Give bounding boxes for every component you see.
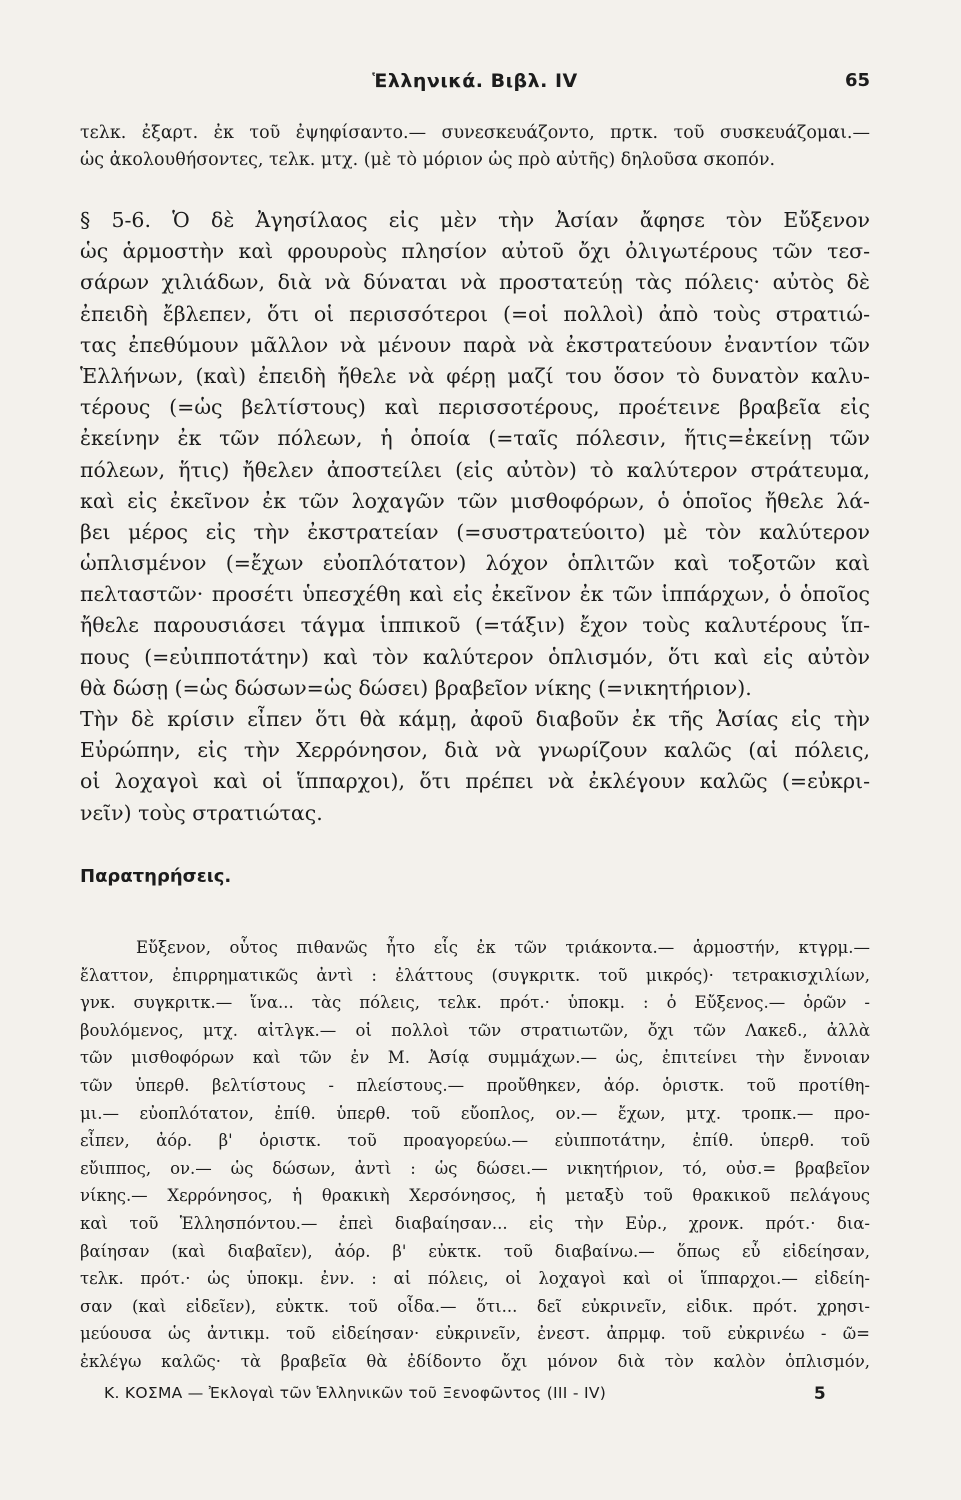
note-line: τῶν μισθοφόρων καὶ τῶν ἐν Μ. Ἀσίᾳ συμμάχων.— ὡς, ἐπιτείνει τὴν ἔννοιαν <box>80 1048 870 1068</box>
text-line: πους (=εὐιπποτάτην) καὶ τὸν καλύτερον ὁπλισμόν, ὅτι καὶ εἰς αὐτὸν <box>80 644 870 669</box>
page-number: 65 <box>844 70 870 91</box>
text-line: σάρων χιλιάδων, διὰ νὰ δύναται νὰ προστατεύῃ τὰς πόλεις· αὐτὸς δὲ <box>80 270 870 295</box>
note-line: βαίησαν (καὶ διαβαῖεν), ἀόρ. β' εὐκτκ. τοῦ διαβαίνω.— ὅπως εὖ εἰδείησαν, <box>80 1241 870 1261</box>
notes-section <box>80 934 870 1376</box>
note-line: μεύουσα ὡς ἀντικμ. τοῦ εἰδείησαν· εὐκρινεῖν, ἐνεστ. ἀπρμφ. τοῦ εὐκρινέω - ῶ= <box>80 1324 870 1344</box>
note-line: Εὔξενον, οὗτος πιθανῶς ἦτο εἷς ἐκ τῶν τριάκοντα.— ἁρμοστήν, κτγρμ.— <box>136 938 870 957</box>
footer-credit: Κ. ΚΟΣΜΑ — Ἐκλογαὶ τῶν Ἑλληνικῶν τοῦ Ξενοφῶντος (ΙΙΙ - IV) <box>104 1384 607 1402</box>
note-line: τῶν ὑπερθ. βελτίστους - πλείστους.— προὔθηκεν, ἀόρ. ὁριστκ. τοῦ προτίθη- <box>80 1075 870 1095</box>
signature-mark: 5 <box>813 1384 826 1404</box>
note-line: εὔιππος, ον.— ὡς δώσων, ἀντὶ : ὡς δώσει.— νικητήριον, τό, οὐσ.= βραβεῖον <box>80 1158 870 1178</box>
note-line: βουλόμενος, μτχ. αἰτλγκ.— οἱ πολλοὶ τῶν στρατιωτῶν, ὄχι τῶν Λακεδ., ἀλλὰ <box>80 1020 870 1040</box>
text-line: Τὴν δὲ κρίσιν εἶπεν ὅτι θὰ κάμῃ, ἀφοῦ διαβοῦν ἐκ τῆς Ἀσίας εἰς τὴν <box>80 707 870 731</box>
text-line: ἤθελε παρουσιάσει τάγμα ἱππικοῦ (=τάξιν) ἔχον τοὺς καλυτέρους ἵπ- <box>80 613 870 638</box>
note-line: εἶπεν, ἀόρ. β' ὁριστκ. τοῦ προαγορεύω.— εὐιπποτάτην, ἐπίθ. ὑπερθ. τοῦ <box>80 1131 870 1151</box>
note-line: νίκης.— Χερρόνησος, ἡ θρακικὴ Χερσόνησος, ἡ μεταξὺ τοῦ θρακικοῦ πελάγους <box>80 1186 870 1206</box>
text-line: Εὐρώπην, εἰς τὴν Χερρόνησον, διὰ νὰ γνωρίζουν καλῶς (αἱ πόλεις, <box>80 738 870 763</box>
note-line: τελκ. πρότ.· ὡς ὑποκμ. ἐνν. : αἱ πόλεις, οἱ λοχαγοὶ καὶ οἱ ἵππαρχοι.— εἰδείη- <box>80 1269 870 1289</box>
text-line: τέρους (=ὡς βελτίστους) καὶ περισσοτέρους, προέτεινε βραβεῖα εἰς <box>80 395 870 420</box>
intro-paragraph <box>80 120 870 174</box>
text-line: τελκ. ἐξαρτ. ἐκ τοῦ ἐψηφίσαντο.— συνεσκευάζοντο, πρτκ. τοῦ συσκευάζομαι.— <box>80 123 870 143</box>
running-title: Ἑλληνικά. Βιβλ. IV <box>372 70 578 92</box>
main-translation <box>80 205 870 829</box>
text-line: ὡπλισμένον (=ἔχων εὐοπλότατον) λόχον ὁπλιτῶν καὶ τοξοτῶν καὶ <box>80 551 870 576</box>
text-line: βει μέρος εἰς τὴν ἐκστρατείαν (=συστρατεύοιτο) μὲ τὸν καλύτερον <box>80 519 870 544</box>
text-line: οἱ λοχαγοὶ καὶ οἱ ἵππαρχοι), ὅτι πρέπει νὰ ἐκλέγουν καλῶς (=εὐκρι- <box>80 769 870 794</box>
text-line: ἐπειδὴ ἔβλεπεν, ὅτι οἱ περισσότεροι (=οἱ πολλοὶ) ἀπὸ τοὺς στρατιώ- <box>80 301 870 326</box>
text-line: πελταστῶν· προσέτι ὑπεσχέθη καὶ εἰς ἐκεῖνον ἐκ τῶν ἱππάρχων, ὁ ὁποῖος <box>80 582 870 607</box>
text-line: τας ἐπεθύμουν μᾶλλον νὰ μένουν παρὰ νὰ ἐκστρατεύουν ἐναντίον τῶν <box>80 332 870 357</box>
text-line: νεῖν) τοὺς στρατιώτας. <box>80 800 323 825</box>
note-line: ἐκλέγω καλῶς· τὰ βραβεῖα θὰ ἐδίδοντο ὄχι μόνον διὰ τὸν καλὸν ὁπλισμόν, <box>80 1351 870 1371</box>
text-line: Ἑλλήνων, (καὶ) ἐπειδὴ ἤθελε νὰ φέρῃ μαζί του ὅσον τὸ δυνατὸν καλυ- <box>80 363 870 388</box>
text-line: πόλεων, ἥτις) ἤθελεν ἀποστείλει (εἰς αὐτὸν) τὸ καλύτερον στράτευμα, <box>80 457 870 482</box>
page-footer <box>80 1384 870 1412</box>
text-line: ὡς ἁρμοστὴν καὶ φρουροὺς πλησίον αὐτοῦ ὄχι ὀλιγωτέρους τῶν τεσ- <box>80 239 870 264</box>
page-header <box>80 70 870 100</box>
text-line: ὡς ἀκολουθήσοντες, τελκ. μτχ. (μὲ τὸ μόριον ὡς πρὸ αὐτῆς) δηλοῦσα σκοπόν. <box>80 150 776 170</box>
note-line: σαν (καὶ εἰδεῖεν), εὐκτκ. τοῦ οἶδα.— ὅτι... δεῖ εὐκρινεῖν, εἰδικ. πρότ. χρησι- <box>80 1296 870 1316</box>
text-line: ἐκείνην ἐκ τῶν πόλεων, ἡ ὁποία (=ταῖς πόλεσιν, ἥτις=ἐκείνῃ τῶν <box>80 426 870 451</box>
note-line: καὶ τοῦ Ἑλλησπόντου.— ἐπεὶ διαβαίησαν... εἰς τὴν Εὐρ., χρονκ. πρότ.· δια- <box>80 1213 870 1233</box>
note-line: γνκ. συγκριτκ.— ἵνα... τὰς πόλεις, τελκ. πρότ.· ὑποκμ. : ὁ Εὔξενος.— ὁρῶν - <box>80 993 870 1013</box>
note-line: μι.— εὐοπλότατον, ἐπίθ. ὑπερθ. τοῦ εὔοπλος, ον.— ἔχων, μτχ. τροπκ.— προ- <box>80 1103 870 1123</box>
text-line: θὰ δώσῃ (=ὡς δώσων=ὡς δώσει) βραβεῖον νίκης (=νικητήριον). <box>80 675 752 700</box>
text-line: § 5-6. Ὁ δὲ Ἀγησίλαος εἰς μὲν τὴν Ἀσίαν ἄφησε τὸν Εὔξενον <box>80 208 870 232</box>
notes-heading: Παρατηρήσεις. <box>80 866 232 887</box>
text-line: καὶ εἰς ἐκεῖνον ἐκ τῶν λοχαγῶν τῶν μισθοφόρων, ὁ ὁποῖος ἤθελε λά- <box>80 488 870 513</box>
note-line: ἔλαττον, ἐπιρρηματικῶς ἀντὶ : ἐλάττους (συγκριτκ. τοῦ μικρός)· τετρακισχιλίων, <box>80 965 870 985</box>
